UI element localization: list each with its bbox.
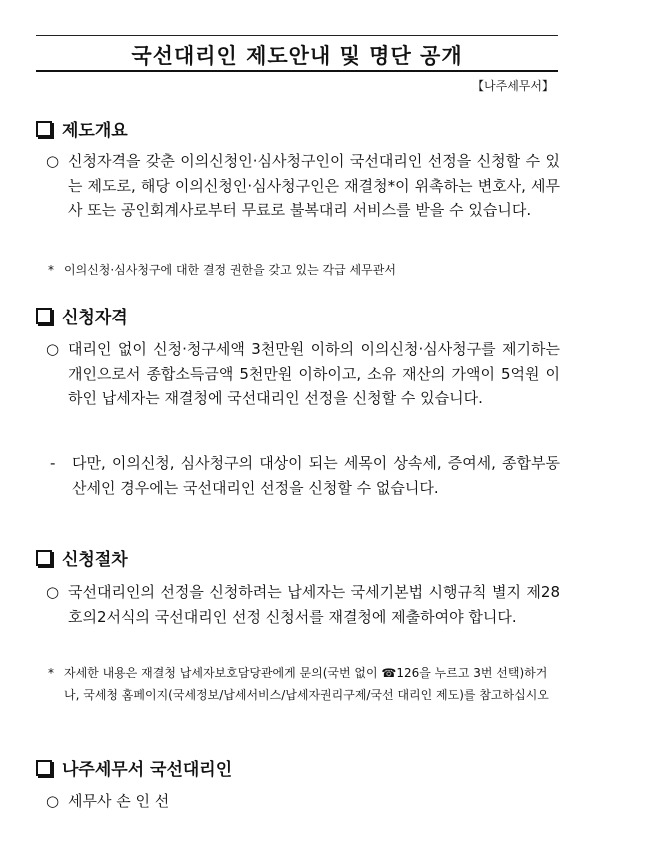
page-title: 국선대리인 제도안내 및 명단 공개 xyxy=(131,44,463,68)
circle-bullet-icon: ○ xyxy=(46,583,60,601)
eligibility-exception xyxy=(50,451,560,501)
agents-paragraph xyxy=(46,789,560,814)
section-heading-label: 제도개요 xyxy=(62,121,128,141)
section-heading-label: 신청절차 xyxy=(62,550,128,570)
procedure-paragraph xyxy=(46,580,560,629)
overview-text: 신청자격을 갖춘 이의신청인·심사청구인이 국선대리인 선정을 신청할 수 있는 제도로, 해당 이의신청인·심사청구인은 재결청*이 위촉하는 변호사, 세무사 또는 공인회계사로부터 무료로 불복대리 서비스를 받을 수 있습니다. xyxy=(68,152,560,219)
title-bottom-rule xyxy=(36,70,558,72)
checkbox-square-icon xyxy=(36,760,52,776)
agents-text: 세무사 손 인 선 xyxy=(68,792,170,810)
circle-bullet-icon: ○ xyxy=(46,792,60,810)
overview-footnote xyxy=(48,259,560,281)
eligibility-exception-text: 다만, 이의신청, 심사청구의 대상이 되는 세목이 상속세, 증여세, 종합부동산세인 경우에는 국선대리인 선정을 신청할 수 없습니다. xyxy=(72,454,560,497)
section-heading-eligibility xyxy=(36,303,128,328)
overview-footnote-text: 이의신청·심사청구에 대한 결정 권한을 갖고 있는 각급 세무관서 xyxy=(64,263,396,277)
section-heading-label: 신청자격 xyxy=(62,308,128,328)
circle-bullet-icon: ○ xyxy=(46,152,60,170)
eligibility-text: 대리인 없이 신청·청구세액 3천만원 이하의 이의신청·심사청구를 제기하는 개인으로서 종합소득금액 5천만원 이하이고, 소유 재산의 가액이 5억원 이하인 납세자는 재결청에 국선대리인 선정을 신청할 수 있습니다. xyxy=(68,340,560,407)
procedure-footnote xyxy=(48,662,560,706)
eligibility-paragraph xyxy=(46,337,560,411)
title-top-rule xyxy=(36,35,558,36)
asterisk-mark: * xyxy=(48,263,54,277)
asterisk-mark: * xyxy=(48,666,54,680)
checkbox-square-icon xyxy=(36,550,52,566)
office-tag: 【나주세무서】 xyxy=(472,79,554,93)
overview-paragraph xyxy=(46,149,560,223)
section-heading-label: 나주세무서 국선대리인 xyxy=(62,760,233,780)
section-heading-procedure xyxy=(36,545,128,570)
section-heading-overview xyxy=(36,116,128,141)
procedure-text: 국선대리인의 선정을 신청하려는 납세자는 국세기본법 시행규칙 별지 제28호의2서식의 국선대리인 선정 신청서를 재결청에 제출하여야 합니다. xyxy=(68,583,560,626)
section-heading-agents xyxy=(36,755,232,780)
circle-bullet-icon: ○ xyxy=(46,340,60,358)
dash-mark: - xyxy=(50,454,56,472)
checkbox-square-icon xyxy=(36,121,52,137)
checkbox-square-icon xyxy=(36,308,52,324)
procedure-footnote-text: 자세한 내용은 재결청 납세자보호담당관에게 문의(국번 없이 ☎126을 누르고 3번 선택)하거나, 국세청 홈페이지(국세정보/납세서비스/납세자권리구제/국선 대리인 제도)를 참고하십시오 xyxy=(64,666,549,702)
